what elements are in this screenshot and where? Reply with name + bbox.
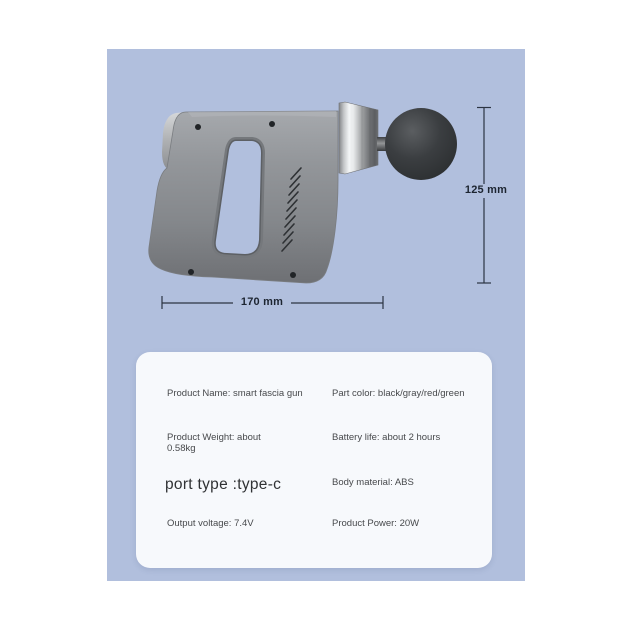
spec-product-power: Product Power: 20W: [332, 518, 420, 529]
spec-output-voltage: Output voltage: 7.4V: [167, 518, 254, 529]
spec-battery-life: Battery life: about 2 hours: [332, 432, 441, 443]
spec-product-name: Product Name: smart fascia gun: [167, 388, 303, 399]
spec-body-material: Body material: ABS: [332, 477, 414, 488]
spec-part-color: Part color: black/gray/red/green: [332, 388, 465, 399]
spec-port-type: port type :type-c: [165, 476, 282, 493]
height-dimension-label: 125 mm: [464, 184, 508, 196]
spec-card: [136, 352, 492, 568]
spec-product-weight: Product Weight: about 0.58kg: [167, 432, 261, 454]
width-dimension-label: 170 mm: [240, 296, 284, 308]
